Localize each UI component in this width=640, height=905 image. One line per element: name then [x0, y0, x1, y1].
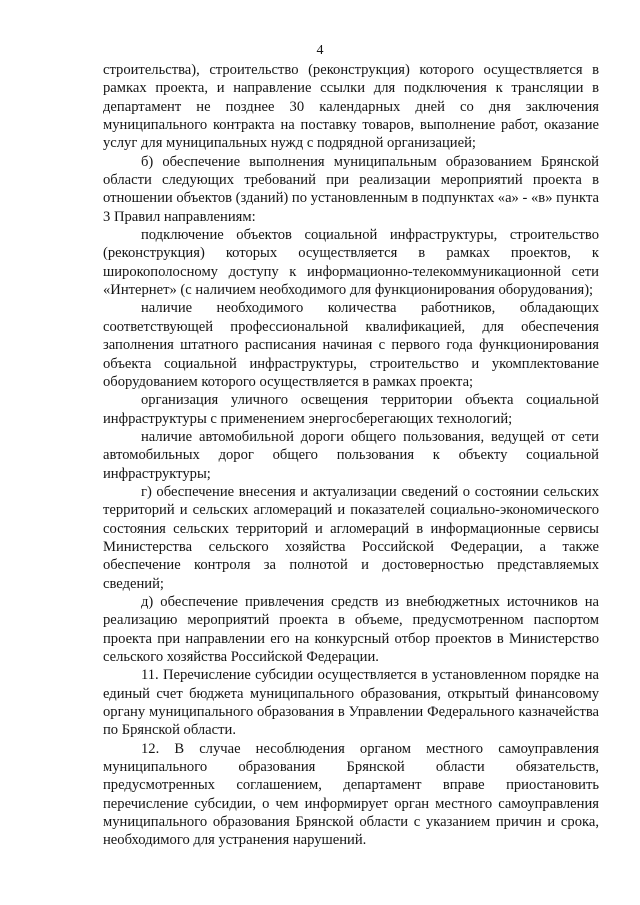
paragraph-item-b: б) обеспечение выполнения муниципальным образованием Брянской области следующих требований при реализации мероприятий проекта в отношении объектов (зданий) по установленным в подпунктах «а» - «в» пункта 3 Правил направлениям: — [103, 153, 599, 225]
paragraph-internet-connection: подключение объектов социальной инфраструктуры, строительство (реконструкция) которых осуществляется в рамках проектов, к широкополосному доступу к информационно-телекоммуникационной сети «Интернет» (с наличием необходимого для функционирования оборудования); — [103, 227, 599, 299]
paragraph-clause-12: 12. В случае несоблюдения органом местного самоуправления муниципального образования Брянской области обязательств, предусмотренных соглашением, департамент вправе приостановить перечисление субсидии, о чем информирует орган местного самоуправления муниципального образования Брянской области с указанием причин и срока, необходимого для устранения нарушений. — [103, 740, 599, 849]
paragraph-continuation: строительства), строительство (реконструкция) которого осуществляется в рамках проекта, и направление ссылки для подключения к трансляции в департамент не позднее 30 календарных дней со дня заключения муниципального контракта на поставку товаров, выполнение работ, оказание услуг для муниципальных нужд с подрядной организацией; — [103, 62, 599, 152]
paragraph-item-g: г) обеспечение внесения и актуализации сведений о состоянии сельских территорий и сельских агломераций и показателей социально-экономического состояния сельских территорий и агломераций в информационные сервисы Министерства сельского хозяйства Российской Федерации, а также обеспечение контроля за полнотой и достоверностью представляемых сведений; — [103, 483, 599, 592]
paragraph-road-access: наличие автомобильной дороги общего пользования, ведущей от сети автомобильных дорог общего пользования к объекту социальной инфраструктуры; — [103, 428, 599, 482]
paragraph-staffing: наличие необходимого количества работников, обладающих соответствующей профессиональной квалификацией, для обеспечения заполнения штатного расписания начиная с первого года функционирования объекта социальной инфраструктуры, строительство и укомплектование оборудованием которого осуществляется в рамках проекта; — [103, 300, 599, 390]
document-body — [103, 61, 599, 850]
paragraph-item-d: д) обеспечение привлечения средств из внебюджетных источников на реализацию мероприятий проекта в объеме, предусмотренном паспортом проекта при направлении его на конкурсный отбор проектов в Министерство сельского хозяйства Российской Федерации. — [103, 593, 599, 665]
page-number: 4 — [316, 43, 324, 58]
paragraph-street-lighting: организация уличного освещения территории объекта социальной инфраструктуры с применением энергосберегающих технологий; — [103, 392, 599, 427]
paragraph-clause-11: 11. Перечисление субсидии осуществляется в установленном порядке на единый счет бюджета муниципального образования, открытый финансовому органу муниципального образования в Управлении Федерального казначейства по Брянской области. — [103, 667, 599, 739]
